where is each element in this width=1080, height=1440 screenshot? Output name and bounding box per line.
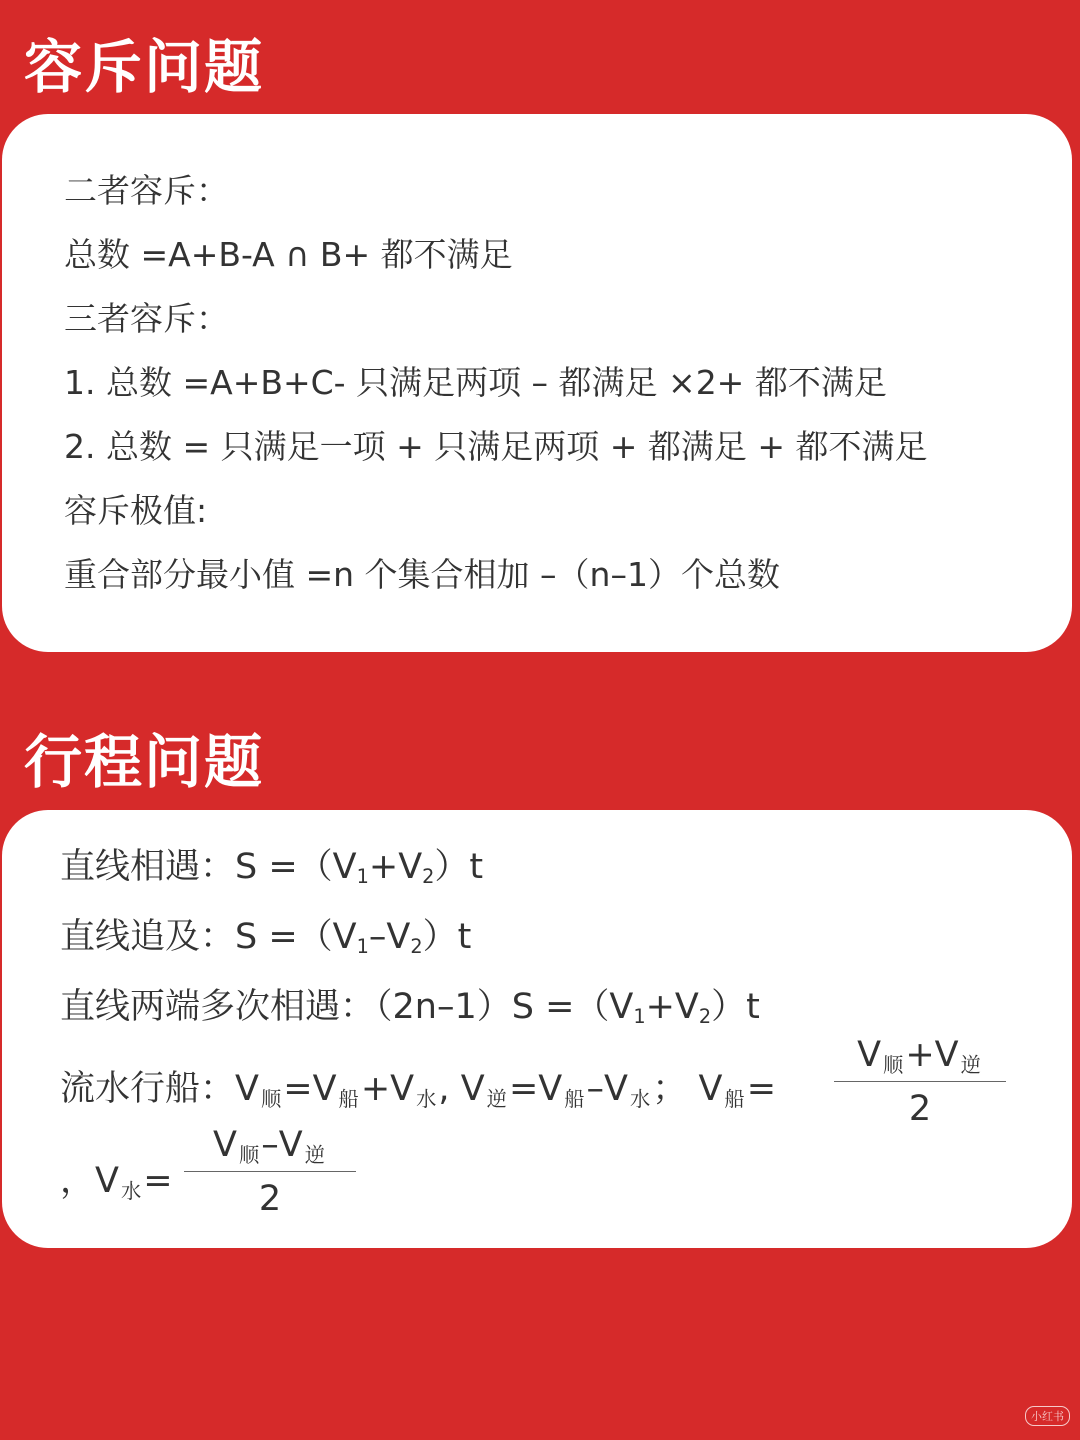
water-speed-fraction: $V_顺-V_逆$ 2 — [184, 1128, 356, 1217]
river-formula: 流水行船：$V_顺=V_船+V_水$, $V_逆=V_船-V_水$； $V_船=$ — [60, 1069, 777, 1112]
formula-line: 1. 总数 =A+B+C- 只满足两项 – 都满足 ×2+ 都不满足 — [64, 363, 887, 402]
meet-formula: 直线相遇：$S =(V_1+V_2)t$ — [60, 847, 484, 888]
formula-line: 2. 总数 = 只满足一项 + 只满足两项 + 都满足 + 都不满足 — [64, 427, 928, 466]
formula-line: 容斥极值: — [64, 491, 208, 530]
fraction-bar — [184, 1171, 356, 1172]
fraction-bar — [834, 1081, 1006, 1082]
formula-line: 二者容斥： — [64, 171, 229, 210]
multi-meet-formula: 直线两端多次相遇：$(2n-1)S =(V_1+V_2)t$ — [60, 987, 760, 1028]
xingcheng-card — [2, 810, 1072, 1248]
chase-label: 直线追及： — [60, 917, 236, 957]
rongchi-card — [2, 114, 1072, 652]
chase-formula: 直线追及：$S =(V_1-V_2)t$ — [60, 917, 472, 958]
section-title-rongchi: 容斥问题 — [24, 33, 265, 101]
boat-speed-fraction: $V_顺+V_逆$ 2 — [834, 1038, 1006, 1127]
multi-label: 直线两端多次相遇： — [60, 987, 376, 1027]
formula-line: 总数 =A+B-A ∩ B+ 都不满足 — [64, 235, 513, 274]
water-speed-formula: ，$V_水=$ — [60, 1161, 173, 1204]
watermark: 小红书 — [1025, 1406, 1070, 1426]
formula-line: 三者容斥： — [64, 299, 229, 338]
formula-line: 重合部分最小值 =n 个集合相加 –（n–1）个总数 — [64, 555, 780, 594]
section-title-xingcheng: 行程问题 — [24, 728, 265, 796]
meet-label: 直线相遇： — [60, 847, 236, 887]
river-label: 流水行船： — [60, 1069, 236, 1109]
